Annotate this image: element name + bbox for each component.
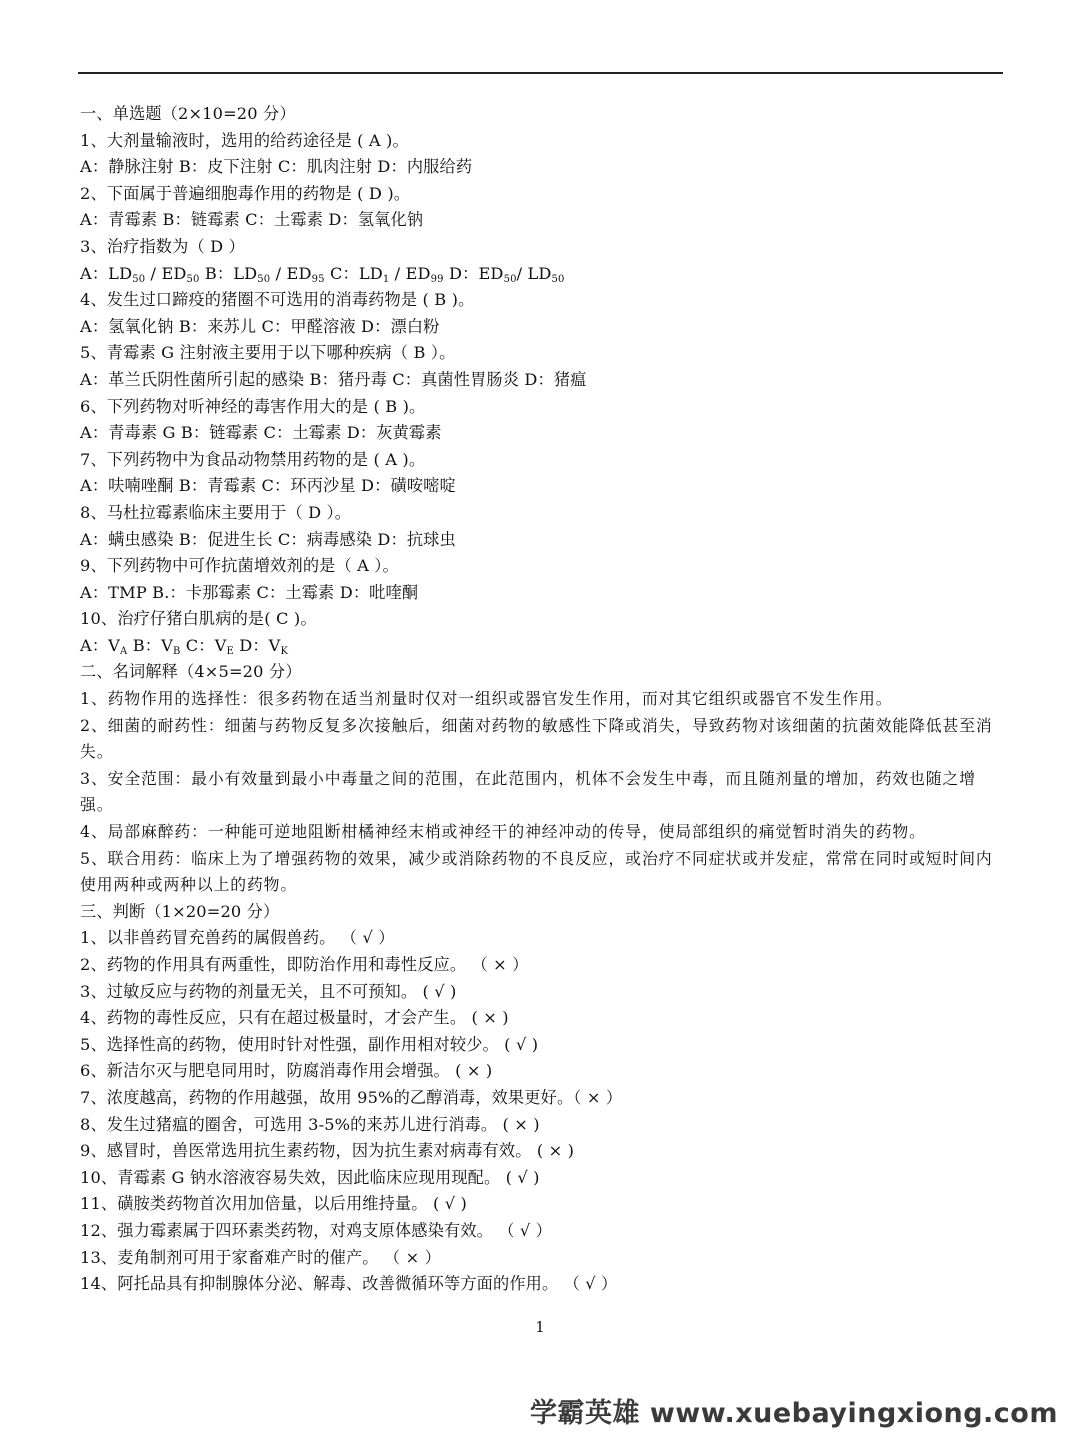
question-9: 9、下列药物中可作抗菌增效剂的是（ A ）。 xyxy=(80,556,399,576)
site-watermark: 学霸英雄 www.xuebayingxiong.com xyxy=(529,1398,1058,1429)
judgement-item: 9、感冒时，兽医常选用抗生素药物，因为抗生素对病毒有效。 ( × ) xyxy=(80,1141,575,1161)
header-rule xyxy=(78,72,1003,74)
judgement-item: 11、磺胺类药物首次用加倍量，以后用维持量。 ( √ ) xyxy=(80,1194,467,1214)
judgement-item: 13、麦角制剂可用于家畜难产时的催产。 （ × ） xyxy=(80,1247,441,1267)
question-7-options: A：呋喃唑酮 B：青霉素 C：环丙沙星 D：磺咹嘧啶 xyxy=(80,476,456,496)
section-title-definitions: 二、名词解释（4×5=20 分） xyxy=(80,662,302,682)
judgement-item: 3、过敏反应与药物的剂量无关，且不可预知。 ( √ ) xyxy=(80,981,457,1001)
judgement-item: 8、发生过猪瘟的圈舍，可选用 3-5%的来苏儿进行消毒。 ( × ) xyxy=(80,1114,540,1134)
judgement-item: 2、药物的作用具有两重性，即防治作用和毒性反应。 （ × ） xyxy=(80,955,529,974)
document-body xyxy=(80,101,1000,1298)
page-number: 1 xyxy=(535,1318,545,1336)
question-4: 4、发生过口蹄疫的猪圈不可选用的消毒药物是 ( B )。 xyxy=(80,290,475,310)
judgement-item: 12、强力霉素属于四环素类药物，对鸡支原体感染有效。 （ √ ） xyxy=(80,1220,553,1240)
question-9-options: A：TMP B.：卡那霉素 C：土霉素 D：吡喹酮 xyxy=(80,582,419,602)
section-title-true-false: 三、判断（1×20=20 分） xyxy=(80,901,280,921)
question-7: 7、下列药物中为食品动物禁用药物的是 ( A )。 xyxy=(80,449,426,469)
question-2-options: A：青霉素 B：链霉素 C：土霉素 D：氢氧化钠 xyxy=(80,210,424,230)
question-10-options: A：$V_A$ B：$V_B$ C：$V_E$ D：$V_K$ xyxy=(80,635,289,657)
question-3-options: A：$LD_{50} / ED_{50}$ B：$LD_{50} / ED_{95}$ C：$LD_1 / ED_{99}$ D：$ED_{50}/$ $LD_{50}$ xyxy=(80,263,565,285)
question-10: 10、治疗仔猪白肌病的是( C )。 xyxy=(80,609,317,629)
judgement-item: 7、浓度越高，药物的作用越强，故用 95%的乙醇消毒，效果更好。（ × ） xyxy=(80,1087,623,1107)
question-5-options: A：革兰氏阴性菌所引起的感染 B：猪丹毒 C：真菌性胃肠炎 D：猪瘟 xyxy=(80,369,587,389)
question-5: 5、青霉素 G 注射液主要用于以下哪种疾病（ B ）。 xyxy=(80,343,456,363)
question-1: 1、大剂量输液时，选用的给药途径是 ( A )。 xyxy=(80,130,409,150)
judgement-item: 5、选择性高的药物，使用时针对性强，副作用相对较少。 ( √ ) xyxy=(80,1034,539,1054)
question-8-options: A：螨虫感染 B：促进生长 C：病毒感染 D：抗球虫 xyxy=(80,529,456,549)
question-1-options: A：静脉注射 B：皮下注射 C：肌肉注射 D：内服给药 xyxy=(80,157,473,177)
question-4-options: A：氢氧化钠 B：来苏儿 C：甲醛溶液 D：漂白粉 xyxy=(80,316,440,336)
judgement-item: 1、以非兽药冒充兽药的属假兽药。 （ √ ） xyxy=(80,928,395,948)
definition-1: 1、药物作用的选择性：很多药物在适当剂量时仅对一组织或器官发生作用，而对其它组织或器官不发生作用。 xyxy=(80,689,893,709)
definition-4: 4、局部麻醉药：一种能可逆地阻断柑橘神经末梢或神经干的神经冲动的传导，使局部组织的痛觉暂时消失的药物。 xyxy=(80,822,926,842)
definition-3: 3、安全范围：最小有效量到最小中毒量之间的范围，在此范围内，机体不会发生中毒，而且随剂量的增加，药效也随之增强。 xyxy=(80,768,976,815)
question-3: 3、治疗指数为（ D ） xyxy=(80,236,245,256)
definition-2: 2、细菌的耐药性：细菌与药物反复多次接触后，细菌对药物的敏感性下降或消失，导致药物对该细菌的抗菌效能降低甚至消失。 xyxy=(80,715,993,762)
question-8: 8、马杜拉霉素临床主要用于（ D ）。 xyxy=(80,502,352,522)
question-6-options: A：青毒素 G B：链霉素 C：土霉素 D：灰黄霉素 xyxy=(80,423,442,443)
question-2: 2、下面属于普遍细胞毒作用的药物是 ( D )。 xyxy=(80,183,411,203)
question-6: 6、下列药物对听神经的毒害作用大的是 ( B )。 xyxy=(80,396,426,416)
judgement-item: 14、阿托品具有抑制腺体分泌、解毒、改善微循环等方面的作用。 （ √ ） xyxy=(80,1274,618,1294)
section-title-single-choice: 一、单选题（2×10=20 分） xyxy=(80,104,296,123)
judgement-item: 10、青霉素 G 钠水溶液容易失效，因此临床应现用现配。 ( √ ) xyxy=(80,1167,540,1187)
judgement-item: 6、新洁尔灭与肥皂同用时，防腐消毒作用会增强。 ( × ) xyxy=(80,1061,493,1081)
definition-5: 5、联合用药：临床上为了增强药物的效果，减少或消除药物的不良反应，或治疗不同症状或并发症，常常在同时或短时间内使用两种或两种以上的药物。 xyxy=(80,848,993,895)
judgement-item: 4、药物的毒性反应，只有在超过极量时，才会产生。 ( × ) xyxy=(80,1008,509,1028)
